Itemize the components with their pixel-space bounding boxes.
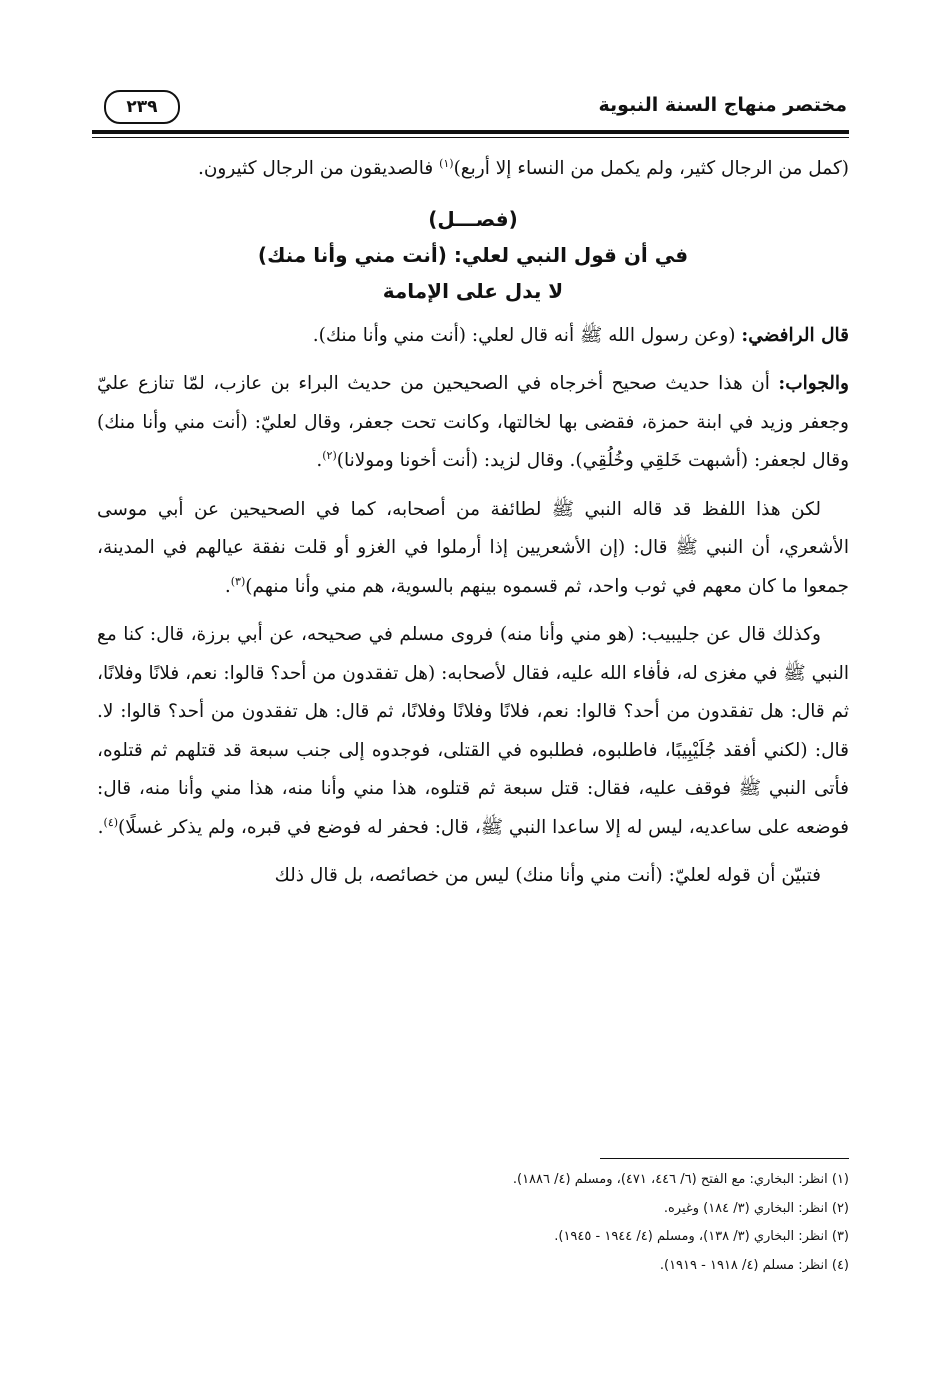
footnote-separator — [600, 1158, 849, 1159]
book-title: مختصر منهاج السنة النبوية — [598, 94, 847, 116]
footnotes — [97, 1166, 849, 1280]
answer-label: والجواب: — [778, 373, 849, 394]
paragraph-5 — [97, 857, 849, 896]
section-title-line2: لا يدل على الإمامة — [382, 278, 564, 303]
paragraph-4 — [97, 616, 849, 847]
answer-end: . — [316, 450, 323, 471]
section-title-line1: في أن قول النبي لعلي: (أنت مني وأنا منك) — [257, 242, 689, 267]
header-rule-thin — [92, 137, 849, 138]
paragraph-4-text: وكذلك قال عن جليبيب: (هو مني وأنا منه) فروى مسلم في صحيحه، عن أبي برزة، قال: كنا مع النبي ﷺ في مغزى له، فأفاء الله عليه، فقال لأصحابه: (هل تفقدون من أحد؟ قالوا: نعم، فلانًا وفلانًا، ثم قال: هل تفقدون من أحد؟ قالوا: نعم، فلانًا وفلانًا وفلانًا، ثم قال: هل تفقدون من أحد؟ قالوا: لا. قال: (لكني أفقد جُلَيْبِيبًا، فاطلبوه، فطلبوه في القتلى، فوجدوه إلى جنب سبعة قد قتلهم ثم قتلوه، فأتى النبي ﷺ فوقف عليه، فقال: قتل سبعة ثم قتلوه، هذا مني وأنا منه، هذا مني وأنا منه، قال: فوضعه على ساعديه، ليس له إلا ساعدا النبي ﷺ، قال: فحفر له فوضع في قبره، ولم يذكر غسلًا) — [97, 624, 849, 838]
footnote-ref-1[interactable]: (١) — [439, 156, 454, 170]
answer-paragraph — [97, 365, 849, 481]
opening-tail: فالصديقون من الرجال كثيرون. — [197, 158, 440, 179]
page-number-badge: ٢٣٩ — [104, 90, 180, 124]
footnote-1: (١) انظر: البخاري: مع الفتح (٦/ ٤٤٦، ٤٧١)، ومسلم (٤/ ١٨٨٦). — [512, 1172, 849, 1187]
opening-paragraph — [97, 150, 849, 189]
paragraph-5-text: فتبيّن أن قوله لعليّ: (أنت مني وأنا منك) ليس من خصائصه، بل قال ذلك — [274, 865, 821, 886]
footnote-3: (٣) انظر: البخاري (٣/ ١٣٨)، ومسلم (٤/ ١٩٤٤ - ١٩٤٥). — [554, 1229, 849, 1244]
footnote-ref-4[interactable]: (٤) — [103, 815, 119, 829]
footnote-ref-3[interactable]: (٣) — [230, 574, 246, 588]
footnote-4: (٤) انظر: مسلم (٤/ ١٩١٨ - ١٩١٩). — [659, 1257, 849, 1273]
paragraph-3-text: لكن هذا اللفظ قد قاله النبي ﷺ لطائفة من أصحابه، كما في الصحيحين عن أبي موسى الأشعري، أن النبي ﷺ قال: (إن الأشعريين إذا أرملوا في الغزو أو قلت نفقة عيالهم في المدينة، جمعوا ما كان معهم في ثوب واحد، ثم قسموه بينهم بالسوية، هم مني وأنا منهم) — [97, 498, 849, 597]
section-label: (فصـــل) — [428, 206, 518, 231]
opening-line: (كمل من الرجال كثير، ولم يكمل من النساء إلا أربع) — [453, 158, 849, 179]
footnote-2: (٢) انظر: البخاري (٣/ ١٨٤) وغيره. — [663, 1200, 849, 1216]
rafidi-label: قال الرافضي: — [741, 324, 849, 346]
answer-text: أن هذا حديث صحيح أخرجاه في الصحيحين من حديث البراء بن عازب، لمّا تنازع عليّ وجعفر وزيد في ابنة حمزة، فقضى بها لخالتها، وكانت تحت جعفر، وقال لعليّ: (أنت مني وأنا منك) وقال لجعفر: (أشبهت خَلقِي وخُلُقِي). وقال لزيد: (أنت أخونا ومولانا) — [97, 373, 849, 471]
paragraph-3 — [97, 491, 849, 607]
rafidi-paragraph — [97, 317, 849, 356]
section-heading-block — [97, 201, 849, 309]
paragraph-3-end: . — [224, 575, 231, 597]
paragraph-4-end: . — [97, 816, 104, 838]
header-rule-thick — [92, 130, 849, 134]
main-text — [97, 150, 849, 906]
rafidi-text: (وعن رسول الله ﷺ أنه قال لعلي: (أنت مني وأنا منك). — [312, 324, 742, 346]
footnote-ref-2[interactable]: (٢) — [322, 448, 337, 462]
